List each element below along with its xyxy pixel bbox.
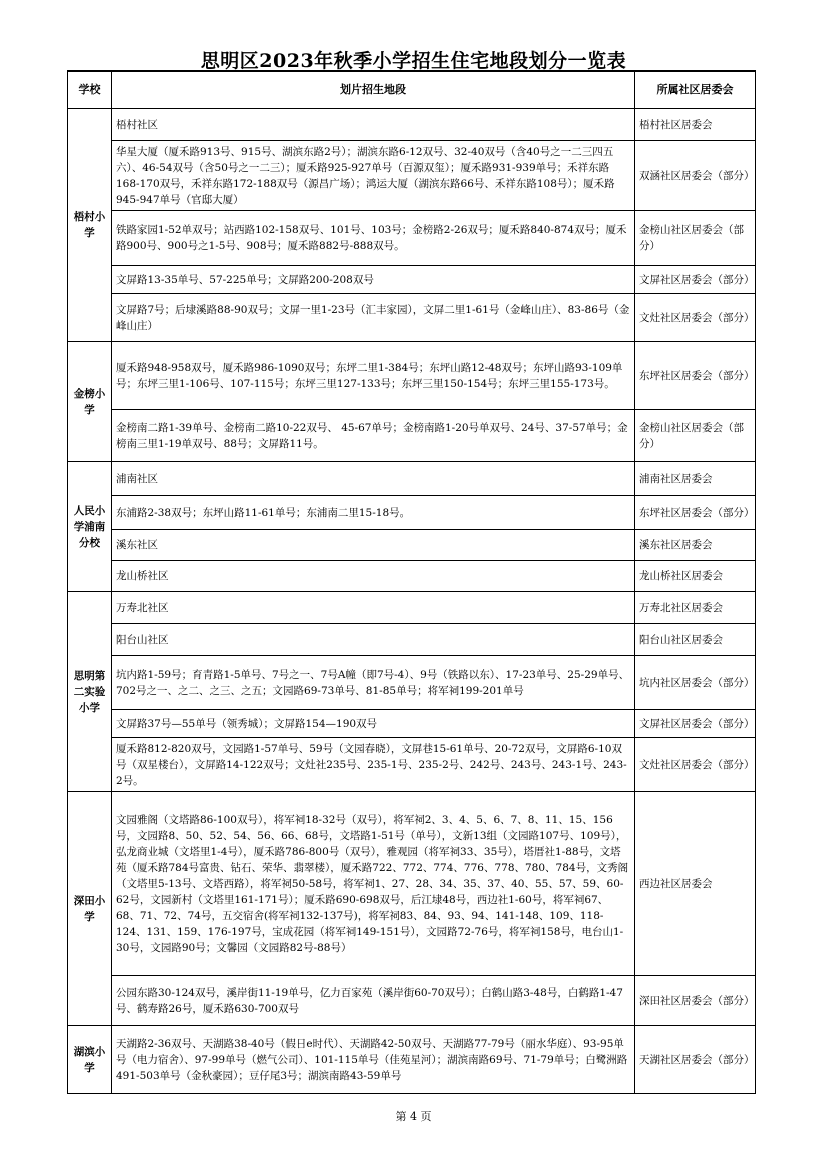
committee-cell: 龙山桥社区居委会 [635,561,756,592]
committee-cell: 阳台山社区居委会 [635,624,756,656]
committee-cell: 天湖社区居委会（部分） [635,1026,756,1094]
school-name: 湖滨小学 [68,1026,112,1094]
school-name: 人民小学浦南分校 [68,462,112,592]
table-row [68,738,756,792]
segment-cell: 文园雅阁（文塔路86-100双号），将军祠18-32号（双号），将军祠2、3、4、5、6、7、8、11、15、156号，文园路8、50、52、54、56、66、68号，文塔路1-51号（单号），文新13组（文园路107号、109号），弘龙商业城（文塔里1-4号），厦禾路786-800号（双号），雅观园（将军祠33、35号），塔厝社1-88号，文塔苑（厦禾路784号富贵、钻石、荣华、翡翠楼），厦禾路722、772、774、776、778、780、784号，文秀阁（文塔里5-13号、文塔西路），将军祠50-58号，将军祠1、27、28、34、35、37、40、55、57、59、60-62号，文园新村（文塔里161-171号）；厦禾路690-698双号，后江埭48号，西边社1-60号，将军祠67、68、71、72、74号，五交宿舍(将军祠132-137号)，将军祠83、84、93、94、141-148、109、118-124、131、159、176-197号，宝成花园（将军祠149-151号），文园路72-76号，将军祠158号，电台山1-30号，文园路90号；文馨园（文园路82号-88号） [112,792,635,976]
table-row [68,1026,756,1094]
header-committee: 所属社区居委会 [635,71,756,109]
segment-cell: 万寿北社区 [112,592,635,624]
table-row [68,342,756,410]
table-row [68,624,756,656]
segment-cell: 厦禾路948-958双号，厦禾路986-1090双号；东坪二里1-384号；东坪山路12-48双号；东坪山路93-109单号；东坪三里1-106号、107-115号；东坪三里127-133号；东坪三里150-154号；东坪三里155-173号。 [112,342,635,410]
page-title: 思明区2023年秋季小学招生住宅地段划分一览表 [200,50,627,72]
committee-cell: 文灶社区居委会（部分） [635,738,756,792]
committee-cell: 深田社区居委会（部分） [635,976,756,1026]
segment-cell: 文屏路13-35单号、57-225单号；文屏路200-208双号 [112,266,635,294]
page-number: 第 4 页 [395,1110,432,1123]
table-row [68,496,756,530]
district-table [67,70,756,1094]
table-row [68,410,756,462]
table-row [68,462,756,496]
school-name: 思明第二实验小学 [68,592,112,792]
header-school: 学校 [68,71,112,109]
committee-cell: 坑内社区居委会（部分） [635,656,756,710]
table-row [68,792,756,976]
committee-cell: 梧村社区居委会 [635,109,756,141]
school-name: 金榜小学 [68,342,112,462]
segment-cell: 龙山桥社区 [112,561,635,592]
committee-cell: 东坪社区居委会（部分） [635,342,756,410]
table-row [68,211,756,266]
segment-cell: 天湖路2-36双号、天湖路38-40号（假日e时代）、天湖路42-50双号、天湖路77-79号（丽水华庭）、93-95单号（电力宿舍）、97-99单号（燃气公司）、101-115单号（佳苑星河）；湖滨南路69号、71-79单号；白鹭洲路491-503单号（金秋豪园）；豆仔尾3号；湖滨南路43-59单号 [112,1026,635,1094]
committee-cell: 金榜山社区居委会（部分） [635,410,756,462]
segment-cell: 文屏路7号；后埭溪路88-90双号；文屏一里1-23号（汇丰家园），文屏二里1-61号（金峰山庄）、83-86号（金峰山庄） [112,294,635,342]
segment-cell: 溪东社区 [112,530,635,561]
table-row [68,530,756,561]
school-name: 梧村小学 [68,109,112,342]
committee-cell: 金榜山社区居委会（部分） [635,211,756,266]
segment-cell: 浦南社区 [112,462,635,496]
committee-cell: 东坪社区居委会（部分） [635,496,756,530]
segment-cell: 坑内路1-59号；育青路1-5单号、7号之一、7号A幢（即7号-4）、9号（铁路以东）、17-23单号、25-29单号、702号之一、之二、之三、之五；文园路69-73单号、81-85单号；将军祠199-201单号 [112,656,635,710]
table-row [68,656,756,710]
committee-cell: 万寿北社区居委会 [635,592,756,624]
segment-cell: 铁路家园1-52单双号；站西路102-158双号、101号、103号；金榜路2-26双号；厦禾路840-874双号；厦禾路900号、900号之1-5号、908号；厦禾路882号-888双号。 [112,211,635,266]
table-row [68,710,756,738]
segment-cell: 华星大厦（厦禾路913号、915号、湖滨东路2号）；湖滨东路6-12双号、32-40双号（含40号之一二三四五六）、46-54双号（含50号之一二三）；厦禾路925-927单号（百源双玺）；厦禾路931-939单号；禾祥东路168-170双号，禾祥东路172-188双号（源昌广场）；鸿运大厦（湖滨东路66号、禾祥东路108号）；厦禾路945-947单号（官邸大厦） [112,141,635,211]
segment-cell: 文屏路37号—55单号（领秀城）；文屏路154—190双号 [112,710,635,738]
table-row [68,976,756,1026]
committee-cell: 文灶社区居委会（部分） [635,294,756,342]
committee-cell: 溪东社区居委会 [635,530,756,561]
table-row [68,592,756,624]
segment-cell: 阳台山社区 [112,624,635,656]
school-name: 深田小学 [68,792,112,1026]
segment-cell: 厦禾路812-820双号，文园路1-57单号、59号（文园春晓），文屏巷15-61单号、20-72双号，文屏路6-10双号（双星楼台），文屏路14-122双号；文灶社235号、235-1号、235-2号、242号、243号、243-1号、243-2号。 [112,738,635,792]
segment-cell: 金榜南二路1-39单号、金榜南二路10-22双号、 45-67单号；金榜南路1-20号单双号、24号、37-57单号；金榜南三里1-19单双号、88号；文屏路11号。 [112,410,635,462]
committee-cell: 双涵社区居委会（部分） [635,141,756,211]
header-row [68,71,756,109]
committee-cell: 西边社区居委会 [635,792,756,976]
table-row [68,561,756,592]
table-row [68,109,756,141]
table-row [68,294,756,342]
table-row [68,266,756,294]
committee-cell: 浦南社区居委会 [635,462,756,496]
segment-cell: 公园东路30-124双号，溪岸街11-19单号，亿力百家苑（溪岸街60-70双号）；白鹤山路3-48号，白鹤路1-47号、鹤寿路26号，厦禾路630-700双号 [112,976,635,1026]
committee-cell: 文屏社区居委会（部分） [635,710,756,738]
header-segments: 划片招生地段 [112,71,635,109]
committee-cell: 文屏社区居委会（部分） [635,266,756,294]
segment-cell: 梧村社区 [112,109,635,141]
table-row [68,141,756,211]
segment-cell: 东浦路2-38双号；东坪山路11-61单号；东浦南二里15-18号。 [112,496,635,530]
